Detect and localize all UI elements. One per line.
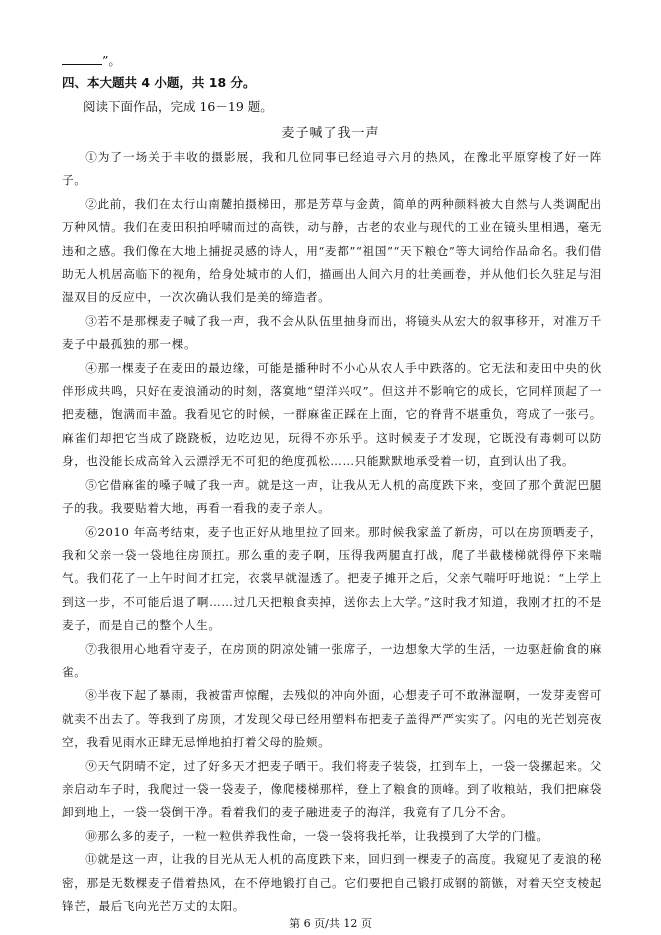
- article-paragraph-11: ⑪就是这一声，让我的目光从无人机的高度跌下来，回归到一棵麦子的高度。我窥见了麦浪的秘密，那是无数棵麦子借着热风，在不停地锻打自己。它们要把自己锻打成钢的箭镞，对着天空支棱起锋芒，最后飞向光芒万丈的太阳。: [62, 852, 602, 913]
- article-paragraph-3: ③若不是那棵麦子喊了我一声，我不会从队伍里抽身而出，将镜头从宏大的叙事移开，对准万千麦子中最孤独的那一棵。: [62, 313, 602, 352]
- article-paragraph-2: ②此前，我们在太行山南麓拍摄梯田，那是芳草与金黄，简单的两种颜料被大自然与人类调配出万种风情。我们在麦田积拍呼啸而过的高铁，动与静，古老的农业与现代的工业在镜头里相遇，毫无违和之感。我们像在大地上捕捉灵感的诗人，用“麦都”“祖国”“天下粮仓”等大词给作品命名。我们借助无人机居高临下的视角，给身处城市的人们，描画出人间六月的壮美画卷，并从他们长久驻足与泪湿双目的反应中，一次次确认我们是美的缔造者。: [62, 196, 602, 305]
- blank-closing-quote: ”。: [102, 53, 121, 68]
- article-paragraph-4: ④那一棵麦子在麦田的最边缘，可能是播种时不小心从农人手中跌落的。它无法和麦田中央的伙伴形成共鸣，只好在麦浪涌动的时刻，落寞地“望洋兴叹”。但这并不影响它的成长，它同样顶起了一把麦穗，饱满而丰盈。我看见它的时候，一群麻雀正踩在上面，它的脊背不堪重负，弯成了一张弓。麻雀们却把它当成了跷跷板，边吃边见，玩得不亦乐乎。这时候麦子才发现，它既没有毒刺可以防身，也没能长成高耸入云漂浮无不可犯的绝度孤松……只能默默地承受着一切，直到认出了我。: [62, 360, 602, 469]
- article-paragraph-10: ⑩那么多的麦子，一粒一粒供养我性命，一袋一袋将我托举，让我摸到了大学的门槛。: [85, 828, 549, 843]
- article-paragraph-1: ①为了一场关于丰收的摄影展，我和几位同事已经追寻六月的热风，在豫北平原穿梭了好一阵子。: [62, 150, 602, 188]
- article-paragraph-6: ⑥2010 年高考结束，麦子也正好从地里拉了回来。那时候我家盖了新房，可以在房顶晒麦子，我和父亲一袋一袋地往房顶扛。那么重的麦子啊，压得我两腿直打战，爬了半截楼梯就得停下来喘气。我们花了一上午时间才扛完，衣裳早就湿透了。把麦子摊开之后，父亲气喘吁吁地说：“上学上到这一步，不可能后退了啊……过几天把粮食卖掉，送你去上大学。”这时我才知道，我刚才扛的不是麦子，而是自己的整个人生。: [62, 524, 602, 633]
- section-heading: 四、本大题共 4 小题，共 18 分。: [62, 75, 256, 90]
- article-paragraph-5: ⑤它借麻雀的嗓子喊了我一声。就是这一声，让我从无人机的高度跌下来，变回了那个黄泥巴腿子的我。我要贴着大地，再看一看我的麦子亲人。: [62, 477, 602, 516]
- article-body: [62, 146, 602, 918]
- article-paragraph-8: ⑧半夜下起了暴雨，我被雷声惊醒，去残似的冲向外面，心想麦子可不敢淋湿啊，一发芽麦窖可就卖不出去了。等我到了房顶，才发现父母已经用塑料布把麦子盖得严严实实了。闪电的光芒划亮夜空，我看见雨水正肆无忌惮地拍打着父母的脸颊。: [62, 688, 602, 750]
- answer-blank-line: [62, 51, 121, 69]
- article-paragraph-7: ⑦我很用心地看守麦子，在房顶的阴凉处铺一张席子，一边想象大学的生活，一边驱赶偷食的麻雀。: [62, 641, 602, 679]
- article-paragraph-9: ⑨天气阴晴不定，过了好多天才把麦子晒干。我们将麦子装袋，扛到车上，一袋一袋摞起来。父亲启动车子时，我爬过一袋一袋麦子，像爬楼梯那样，登上了粮食的顶峰。到了收粮站，我们把麻袋卸到地上，一袋一袋倒干净。看着我们的麦子融进麦子的海洋，我竟有了几分不舍。: [62, 758, 602, 820]
- page-number-footer: 第 6 页/共 12 页: [289, 917, 372, 930]
- answer-blank: [62, 54, 102, 65]
- reading-instruction: 阅读下面作品，完成 16－19 题。: [83, 99, 273, 114]
- article-title: 麦子喊了我一声: [281, 126, 380, 141]
